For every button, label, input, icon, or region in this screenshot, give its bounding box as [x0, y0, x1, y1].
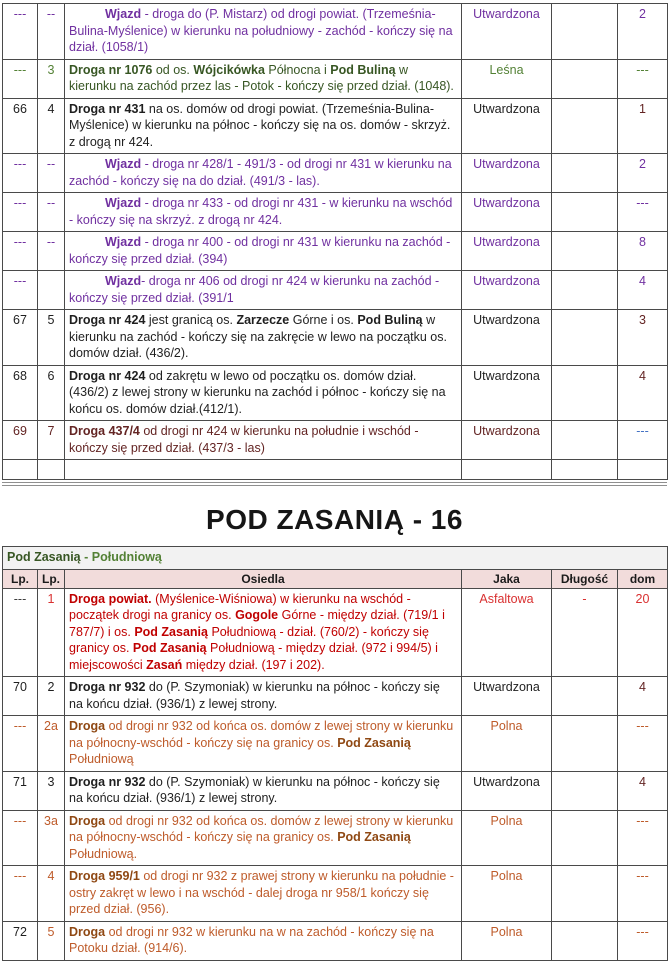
road-description-text: - droga nr 400 - od drogi nr 431 w kierunku na zachód - kończy się przed dział. (394) — [69, 235, 451, 266]
row-sub-lp: 4 — [38, 866, 65, 922]
row-lp: 70 — [3, 677, 38, 716]
row-lp: --- — [3, 232, 38, 271]
length-value — [552, 810, 618, 866]
road-name: Wjazd — [105, 235, 142, 249]
road-description-text: Górne i os. — [289, 313, 358, 327]
table-row — [3, 271, 668, 310]
row-sub-lp: 2a — [38, 716, 65, 772]
road-description — [65, 421, 462, 460]
road-name: Droga — [69, 813, 106, 828]
length-value: - — [552, 588, 618, 677]
road-description-text: w kierunku na zachód - kończy się na zakręcie w lewo na początku os. domów dział. (436/2). — [69, 313, 447, 360]
road-name: Wjazd — [105, 196, 142, 210]
surface-type: Polna — [462, 866, 552, 922]
house-count: --- — [618, 193, 668, 232]
row-sub-lp: -- — [38, 193, 65, 232]
header-jaka: Jaka — [462, 569, 552, 588]
table-header-row — [3, 569, 668, 588]
house-count: --- — [618, 866, 668, 922]
table-row — [3, 59, 668, 98]
road-name: Droga nr 424 — [69, 313, 146, 327]
row-lp: 69 — [3, 421, 38, 460]
road-name: Droga powiat. — [69, 591, 152, 606]
house-count: 4 — [618, 365, 668, 421]
road-description-text: - droga nr 406 od drogi nr 424 w kierunku na zachód - kończy się przed dział. (391/1 — [69, 274, 440, 305]
row-sub-lp: 7 — [38, 421, 65, 460]
road-name: Pod Zasanią — [134, 624, 208, 639]
road-description — [65, 810, 462, 866]
road-description — [65, 365, 462, 421]
row-lp: --- — [3, 59, 38, 98]
header-osiedla: Osiedla — [65, 569, 462, 588]
road-description — [65, 310, 462, 366]
road-name: Wójcikówka — [193, 62, 265, 77]
length-value — [552, 310, 618, 366]
row-sub-lp: 1 — [38, 588, 65, 677]
house-count: --- — [618, 421, 668, 460]
table1-body — [3, 4, 668, 480]
row-sub-lp: 3 — [38, 771, 65, 810]
row-lp: 72 — [3, 921, 38, 960]
table-row — [3, 677, 668, 716]
length-value — [552, 154, 618, 193]
road-name: Wjazd — [105, 274, 142, 288]
road-name: Droga nr 431 — [69, 101, 146, 116]
empty-row — [3, 460, 668, 480]
road-description-text: Południową - między dział. (972 i 994/5) i miejscowości — [69, 641, 438, 672]
road-description — [65, 771, 462, 810]
row-lp: --- — [3, 810, 38, 866]
house-count: 1 — [618, 98, 668, 154]
length-value — [552, 59, 618, 98]
header-lp1: Lp. — [3, 569, 38, 588]
surface-type: Utwardzona — [462, 271, 552, 310]
road-name: Pod Buliną — [357, 313, 423, 327]
road-description-text: od drogi nr 424 w kierunku na południe i wschód - kończy się przed dział. (437/3 - las) — [69, 424, 419, 455]
surface-type: Utwardzona — [462, 4, 552, 60]
length-value — [552, 921, 618, 960]
surface-type: Utwardzona — [462, 232, 552, 271]
road-name: Wjazd — [105, 7, 142, 21]
table2-body — [3, 588, 668, 960]
row-lp: --- — [3, 588, 38, 677]
surface-type: Utwardzona — [462, 310, 552, 366]
house-count: --- — [618, 59, 668, 98]
road-description-text: od zakrętu w lewo od początku os. domów dział. (436/2) z lewej strony w kierunku na zachód i północ - kończy się na końcu os. domów dział.(412/1). — [69, 368, 446, 416]
table-row — [3, 4, 668, 60]
road-name: Droga 437/4 — [69, 424, 140, 438]
road-description — [65, 460, 462, 480]
surface-type: Utwardzona — [462, 193, 552, 232]
road-description — [65, 232, 462, 271]
surface-type: Utwardzona — [462, 771, 552, 810]
road-name: Pod Buliną — [330, 62, 396, 77]
row-sub-lp: 5 — [38, 310, 65, 366]
house-count: 2 — [618, 154, 668, 193]
surface-type: Utwardzona — [462, 365, 552, 421]
length-value — [552, 866, 618, 922]
road-description-text: - droga nr 428/1 - 491/3 - od drogi nr 431 w kierunku na zachód - kończy się na do dział. (491/3 - las). — [69, 157, 452, 188]
road-description-text: Górne - między dział. (719/1 i 787/7) i os. — [69, 608, 445, 639]
road-description-text: Północna i — [264, 62, 331, 77]
road-name: Pod Zasanią — [132, 641, 207, 655]
length-value — [552, 193, 618, 232]
house-count — [618, 460, 668, 480]
road-name: Gogole — [235, 608, 279, 622]
road-description — [65, 154, 462, 193]
section-heading: POD ZASANIĄ - 16 — [206, 504, 463, 535]
row-sub-lp: 2 — [38, 677, 65, 716]
length-value — [552, 365, 618, 421]
table-row — [3, 98, 668, 154]
row-sub-lp — [38, 460, 65, 480]
house-count: 20 — [618, 588, 668, 677]
table-row — [3, 771, 668, 810]
header-dlugosc: Długość — [552, 569, 618, 588]
road-description-text: od drogi nr 932 w kierunku na w na zachód - kończy się na Potoku dział. (914/6). — [69, 924, 434, 955]
road-description — [65, 716, 462, 772]
subtitle-settlement-suffix: - Południową — [80, 550, 162, 564]
house-count: 4 — [618, 771, 668, 810]
road-description-text: od drogi nr 932 od końca os. domów z lewej strony w kierunku na północny-wschód - kończy się na granicy os. — [69, 719, 454, 750]
table-row — [3, 232, 668, 271]
house-count: 4 — [618, 271, 668, 310]
house-count: 4 — [618, 677, 668, 716]
row-lp: --- — [3, 271, 38, 310]
row-sub-lp — [38, 271, 65, 310]
road-name: Droga nr 1076 — [69, 62, 153, 77]
road-description — [65, 98, 462, 154]
road-name: Zasań — [146, 657, 183, 672]
length-value — [552, 4, 618, 60]
table-row — [3, 810, 668, 866]
row-sub-lp: 3a — [38, 810, 65, 866]
road-description — [65, 59, 462, 98]
road-description-text: - droga do (P. Mistarz) od drogi powiat. (Trzemeśnia-Bulina-Myślenice) w kierunku na południowy - zachód - kończy się na dział. (1058/1) — [69, 7, 453, 54]
road-name: Droga — [69, 719, 106, 733]
row-sub-lp: 5 — [38, 921, 65, 960]
roads-table-pod-bulina — [2, 3, 668, 480]
road-description-text: w kierunku na zachód przez las - Potok - kończy się przed dział. (1048). — [69, 62, 454, 93]
table-row — [3, 421, 668, 460]
road-description-text: od drogi nr 932 z prawej strony w kierunku na południe - ostry zakręt w lewo i na wschód - dalej droga nr 958/1 kończy się przed dział. (956). — [69, 869, 454, 916]
road-description-text: od drogi nr 932 od końca os. domów z lewej strony w kierunku na północny-wschód - kończy się na granicy os. — [69, 813, 454, 844]
road-description-text: Południową — [69, 752, 134, 766]
road-name: Zarzecze — [236, 313, 290, 327]
row-lp — [3, 460, 38, 480]
road-name: Droga — [69, 924, 106, 939]
subtitle-settlement-name: Pod Zasanią — [7, 550, 81, 564]
subtitle-row — [3, 547, 668, 570]
table-row — [3, 866, 668, 922]
header-dom: dom — [618, 569, 668, 588]
road-description — [65, 271, 462, 310]
surface-type: Leśna — [462, 59, 552, 98]
row-lp: --- — [3, 716, 38, 772]
road-name: Pod Zasanią — [337, 830, 411, 844]
row-sub-lp: 3 — [38, 59, 65, 98]
surface-type: Utwardzona — [462, 677, 552, 716]
road-description-text: od os. — [152, 62, 194, 77]
surface-type: Utwardzona — [462, 154, 552, 193]
road-description-text: między dział. (197 i 202). — [182, 657, 325, 672]
header-lp2: Lp. — [38, 569, 65, 588]
row-sub-lp: 4 — [38, 98, 65, 154]
row-lp: --- — [3, 4, 38, 60]
row-sub-lp: -- — [38, 232, 65, 271]
road-description-text: do (P. Szymoniak) w kierunku na północ - kończy się na końcu dział. (936/1) z lewej strony. — [69, 680, 440, 711]
row-sub-lp: -- — [38, 4, 65, 60]
road-description — [65, 866, 462, 922]
house-count: 2 — [618, 4, 668, 60]
length-value — [552, 98, 618, 154]
surface-type: Polna — [462, 921, 552, 960]
surface-type: Utwardzona — [462, 98, 552, 154]
table-row — [3, 154, 668, 193]
row-lp: 66 — [3, 98, 38, 154]
road-name: Droga nr 932 — [69, 774, 146, 789]
surface-type: Utwardzona — [462, 421, 552, 460]
length-value — [552, 232, 618, 271]
row-lp: --- — [3, 866, 38, 922]
road-description-text: jest granicą os. — [145, 313, 237, 327]
length-value — [552, 421, 618, 460]
length-value — [552, 271, 618, 310]
road-name: Droga nr 932 — [69, 680, 146, 694]
house-count: --- — [618, 716, 668, 772]
length-value — [552, 716, 618, 772]
road-name: Droga 959/1 — [69, 869, 140, 883]
table-row — [3, 193, 668, 232]
road-name: Pod Zasanią — [337, 735, 411, 750]
subtitle-cell — [3, 547, 668, 570]
road-description-text: na os. domów od drogi powiat. (Trzemeśnia-Bulina-Myślenice) w kierunku na północ - kończy się na os. domów - skrzyż. z drogą nr 424. — [69, 101, 451, 149]
row-sub-lp: -- — [38, 154, 65, 193]
road-description — [65, 588, 462, 677]
road-description-text: do (P. Szymoniak) w kierunku na północ - kończy się na końcu dział. (936/1) z lewej strony. — [69, 774, 440, 805]
surface-type: Asfaltowa — [462, 588, 552, 677]
house-count: 3 — [618, 310, 668, 366]
table-row — [3, 921, 668, 960]
table-row — [3, 310, 668, 366]
table-row — [3, 365, 668, 421]
surface-type: Polna — [462, 716, 552, 772]
road-description — [65, 193, 462, 232]
road-description-text: (Myślenice-Wiśniowa) w kierunku na wschód - początek drogi na granicy os. — [69, 591, 411, 622]
section-divider — [2, 482, 667, 486]
house-count: 8 — [618, 232, 668, 271]
surface-type — [462, 460, 552, 480]
row-lp: 67 — [3, 310, 38, 366]
house-count: --- — [618, 810, 668, 866]
table-row — [3, 716, 668, 772]
road-description — [65, 921, 462, 960]
road-description — [65, 4, 462, 60]
road-description-text: Południową. — [69, 846, 138, 861]
row-lp: 68 — [3, 365, 38, 421]
road-description-text: - droga nr 433 - od drogi nr 431 - w kierunku na wschód - kończy się na skrzyż. z drogą nr 424. — [69, 196, 453, 227]
surface-type: Polna — [462, 810, 552, 866]
road-description-text: Południową - dział. (760/2) - kończy się granicy os. — [69, 624, 429, 655]
length-value — [552, 677, 618, 716]
road-name: Wjazd — [105, 157, 142, 171]
house-count: --- — [618, 921, 668, 960]
length-value — [552, 460, 618, 480]
row-sub-lp: 6 — [38, 365, 65, 421]
row-lp: --- — [3, 154, 38, 193]
road-name: Droga nr 424 — [69, 368, 146, 383]
roads-table-pod-zasania — [2, 546, 668, 961]
row-lp: --- — [3, 193, 38, 232]
row-lp: 71 — [3, 771, 38, 810]
length-value — [552, 771, 618, 810]
road-description — [65, 677, 462, 716]
table-row — [3, 588, 668, 677]
